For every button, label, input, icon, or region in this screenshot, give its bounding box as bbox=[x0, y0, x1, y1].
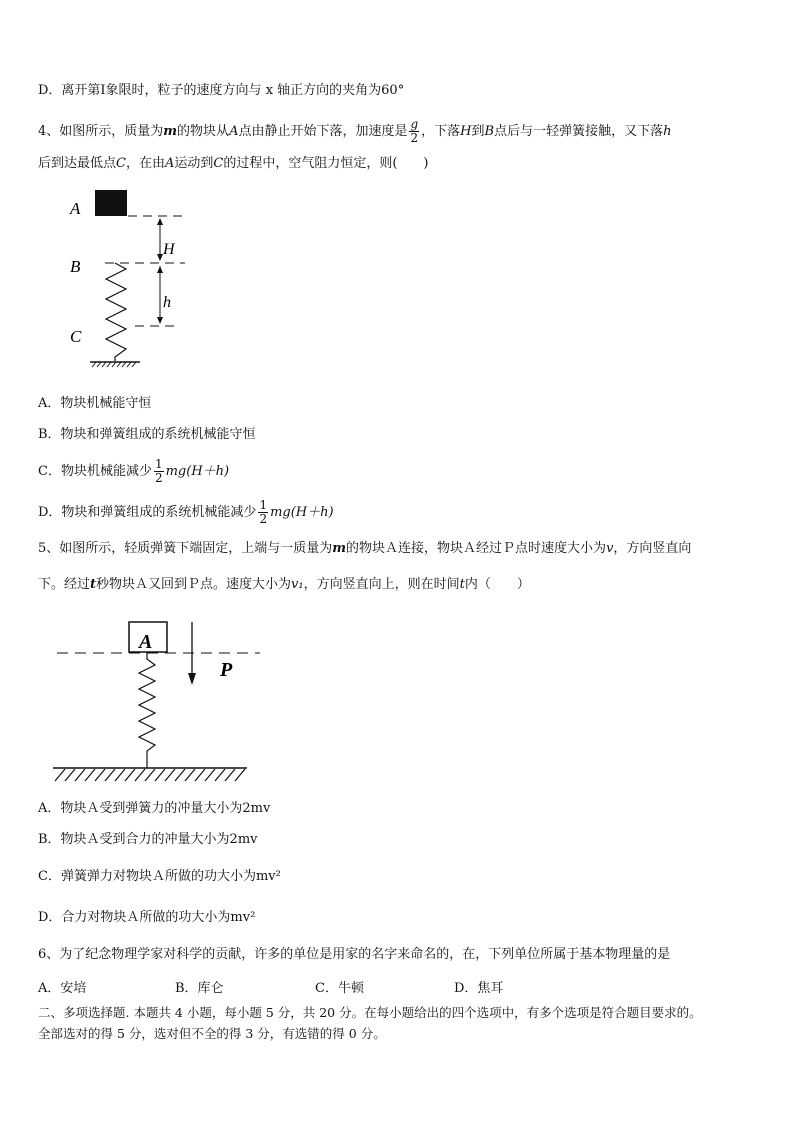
section2-header-line2: 全部选对的得 5 分，选对但不全的得 3 分，有选错的得 0 分。 bbox=[38, 1026, 386, 1041]
q6-option-b: B．库仑 bbox=[175, 981, 224, 996]
q4-stem-line1: 4、如图所示，质量为m的物块从A点由静止开始下落，加速度是 $\frac{g}{2}$ ，下落H到B点后与一轻弹簧接触，又下落h bbox=[38, 117, 672, 145]
q5-option-a: A．物块Ａ受到弹簧力的冲量大小为2mv bbox=[38, 801, 271, 816]
label-a: A bbox=[139, 631, 153, 653]
spring bbox=[139, 652, 155, 768]
q6-option-c: C．牛顿 bbox=[315, 981, 364, 996]
label-h-lower: h bbox=[163, 294, 171, 311]
q6-option-d: D．焦耳 bbox=[454, 981, 504, 996]
label-c: C bbox=[70, 327, 82, 346]
q4-spring-figure bbox=[60, 185, 200, 390]
q4-option-a: A．物块机械能守恒 bbox=[38, 396, 152, 411]
q5-stem-line1: 5、如图所示，轻质弹簧下端固定，上端与一质量为m的物块Ａ连接，物块Ａ经过Ｐ点时速度大小为v，方向竖直向 bbox=[38, 541, 692, 556]
q4-option-b: B．物块和弹簧组成的系统机械能守恒 bbox=[38, 427, 256, 442]
spring bbox=[106, 263, 126, 361]
section2-header-line1: 二、多项选择题. 本题共 4 小题，每小题 5 分，共 20 分。在每小题给出的四个选项中，有多个选项是符合题目要求的。 bbox=[38, 1005, 702, 1020]
q4-stem-line2: 后到达最低点C，在由A运动到C的过程中，空气阻力恒定，则( ) bbox=[38, 156, 429, 171]
label-h-upper: H bbox=[163, 241, 175, 258]
q5-option-c: C．弹簧弹力对物块Ａ所做的功大小为mv² bbox=[38, 869, 281, 884]
q6-option-a: A．安培 bbox=[38, 981, 87, 996]
q5-stem-line2: 下。经过t秒物块Ａ又回到Ｐ点。速度大小为v₁，方向竖直向上，则在时间t内（ ） bbox=[38, 577, 530, 592]
q5-spring-figure bbox=[45, 615, 265, 790]
q4-option-c: C．物块机械能减少 $\frac{1}{2}$ mg(H＋h) bbox=[38, 457, 230, 485]
label-b: B bbox=[70, 257, 81, 276]
q4-accel-fraction: $\frac{g}{2}$ bbox=[410, 117, 419, 145]
q5-option-d: D．合力对物块Ａ所做的功大小为mv² bbox=[38, 910, 256, 925]
q5-option-b: B．物块Ａ受到合力的冲量大小为2mv bbox=[38, 832, 258, 847]
label-a: A bbox=[70, 199, 81, 218]
q3-option-d: D．离开第Ⅰ象限时，粒子的速度方向与 x 轴正方向的夹角为60° bbox=[38, 83, 405, 98]
q6-stem: 6、为了纪念物理学家对科学的贡献，许多的单位是用家的名字来命名的，在，下列单位所属于基本物理量的是 bbox=[38, 947, 671, 962]
block-a bbox=[95, 190, 127, 216]
q4-option-d: D．物块和弹簧组成的系统机械能减少 $\frac{1}{2}$ mg(H＋h) bbox=[38, 498, 334, 526]
label-p: P bbox=[220, 659, 233, 681]
